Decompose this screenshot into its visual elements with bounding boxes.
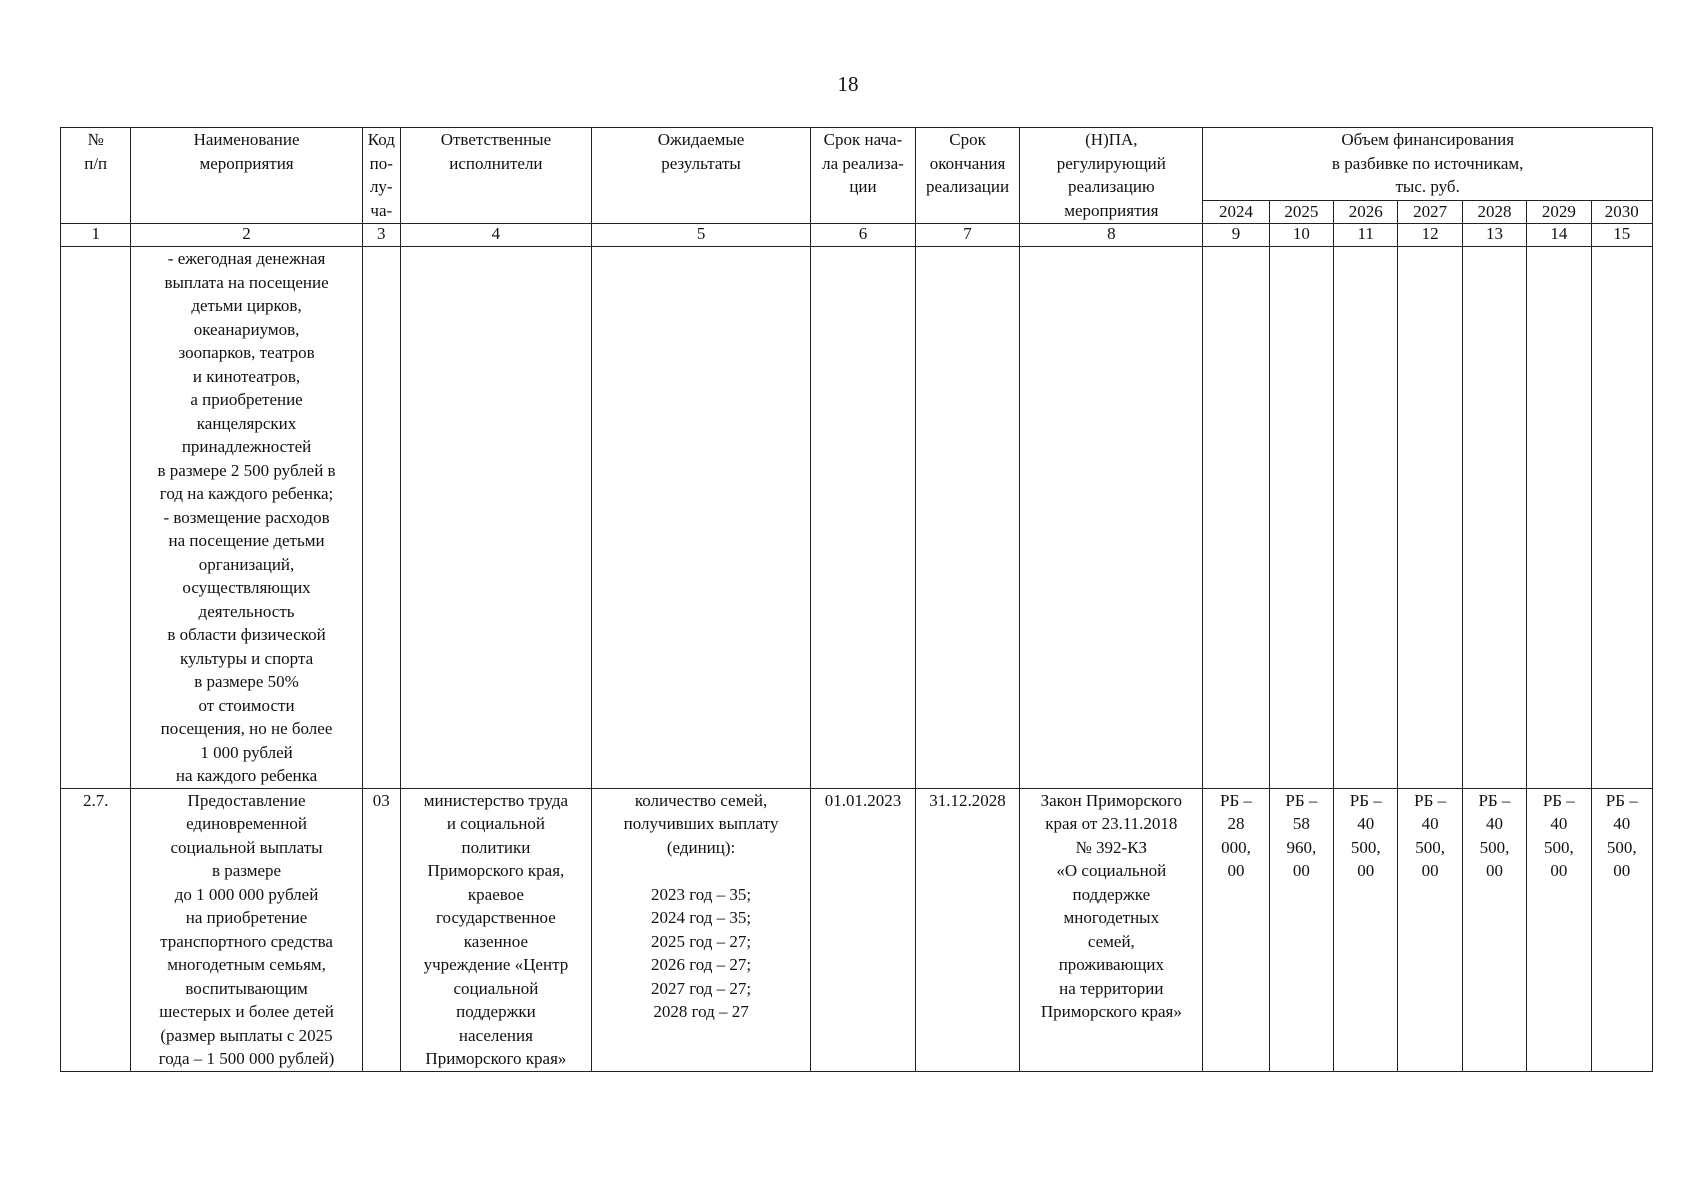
- row-code: 03: [362, 788, 400, 1071]
- column-number: 8: [1020, 224, 1203, 247]
- table-row-2-7: [61, 788, 1653, 1071]
- year-2028: 2028: [1462, 201, 1526, 224]
- row-financing: РБ – 40 500, 00: [1462, 788, 1526, 1071]
- column-number: 15: [1591, 224, 1653, 247]
- header-row: [61, 128, 1653, 201]
- header-npa: (Н)ПА, регулирующий реализацию мероприятия: [1020, 128, 1203, 224]
- row-financing: РБ – 28 000, 00: [1203, 788, 1269, 1071]
- row-name: Предоставление единовременной социальной выплаты в размере до 1 000 000 рублей на приобретение транспортного средства многодетным семьям, воспитывающим шестерых и более детей (размер выплаты с 2025 года – 1 500 000 рублей): [131, 788, 362, 1071]
- row-executors: министерство труда и социальной политики Приморского края, краевое государственное казенное учреждение «Центр социальной поддержки населения Приморского края»: [400, 788, 591, 1071]
- row-financing: РБ – 40 500, 00: [1334, 788, 1398, 1071]
- row-financing: РБ – 40 500, 00: [1527, 788, 1591, 1071]
- row-start: 01.01.2023: [811, 788, 916, 1071]
- program-table: [60, 127, 1653, 1072]
- column-number: 7: [915, 224, 1020, 247]
- row-financing: РБ – 40 500, 00: [1591, 788, 1653, 1071]
- column-number-row: [61, 224, 1653, 247]
- header-name: Наименование мероприятия: [131, 128, 362, 224]
- row-financing: [1203, 247, 1269, 789]
- year-2026: 2026: [1334, 201, 1398, 224]
- table-row-continuation: [61, 247, 1653, 789]
- year-2024: 2024: [1203, 201, 1269, 224]
- row-financing: [1334, 247, 1398, 789]
- row-results: количество семей, получивших выплату (единиц): 2023 год – 35; 2024 год – 35; 2025 год – 27; 2026 год – 27; 2027 год – 27; 2028 год – 27: [591, 788, 810, 1071]
- header-num: № п/п: [61, 128, 131, 224]
- year-2025: 2025: [1269, 201, 1333, 224]
- row-end: [915, 247, 1020, 789]
- row-financing: [1398, 247, 1462, 789]
- column-number: 11: [1334, 224, 1398, 247]
- column-number: 9: [1203, 224, 1269, 247]
- row-end: 31.12.2028: [915, 788, 1020, 1071]
- row-num: [61, 247, 131, 789]
- header-code: Код по- лу- ча-: [362, 128, 400, 224]
- row-financing: РБ – 40 500, 00: [1398, 788, 1462, 1071]
- row-npa: [1020, 247, 1203, 789]
- row-financing: РБ – 58 960, 00: [1269, 788, 1333, 1071]
- column-number: 3: [362, 224, 400, 247]
- row-financing: [1527, 247, 1591, 789]
- row-name: - ежегодная денежная выплата на посещение детьми цирков, океанариумов, зоопарков, театров и кинотеатров, а приобретение канцелярских принадлежностей в размере 2 500 рублей в год на каждого ребенка; - возмещение расходов на посещение детьми организаций, осуществляющих деятельность в области физической культуры и спорта в размере 50% от стоимости посещения, но не более 1 000 рублей на каждого ребенка: [131, 247, 362, 789]
- header-end: Срок окончания реализации: [915, 128, 1020, 224]
- column-number: 14: [1527, 224, 1591, 247]
- row-executors: [400, 247, 591, 789]
- year-2029: 2029: [1527, 201, 1591, 224]
- row-npa: Закон Приморского края от 23.11.2018 № 392-КЗ «О социальной поддержке многодетных семей, проживающих на территории Приморского края»: [1020, 788, 1203, 1071]
- header-financing: Объем финансирования в разбивке по источникам, тыс. руб.: [1203, 128, 1653, 201]
- header-executors: Ответственные исполнители: [400, 128, 591, 224]
- row-num: 2.7.: [61, 788, 131, 1071]
- row-financing: [1462, 247, 1526, 789]
- row-financing: [1269, 247, 1333, 789]
- header-results: Ожидаемые результаты: [591, 128, 810, 224]
- column-number: 2: [131, 224, 362, 247]
- row-financing: [1591, 247, 1653, 789]
- column-number: 5: [591, 224, 810, 247]
- page-number: 18: [837, 72, 859, 96]
- row-code: [362, 247, 400, 789]
- column-number: 4: [400, 224, 591, 247]
- column-number: 1: [61, 224, 131, 247]
- year-2030: 2030: [1591, 201, 1653, 224]
- column-number: 13: [1462, 224, 1526, 247]
- column-number: 10: [1269, 224, 1333, 247]
- column-number: 6: [811, 224, 916, 247]
- row-start: [811, 247, 916, 789]
- header-start: Срок нача- ла реализа- ции: [811, 128, 916, 224]
- column-number: 12: [1398, 224, 1462, 247]
- year-2027: 2027: [1398, 201, 1462, 224]
- row-results: [591, 247, 810, 789]
